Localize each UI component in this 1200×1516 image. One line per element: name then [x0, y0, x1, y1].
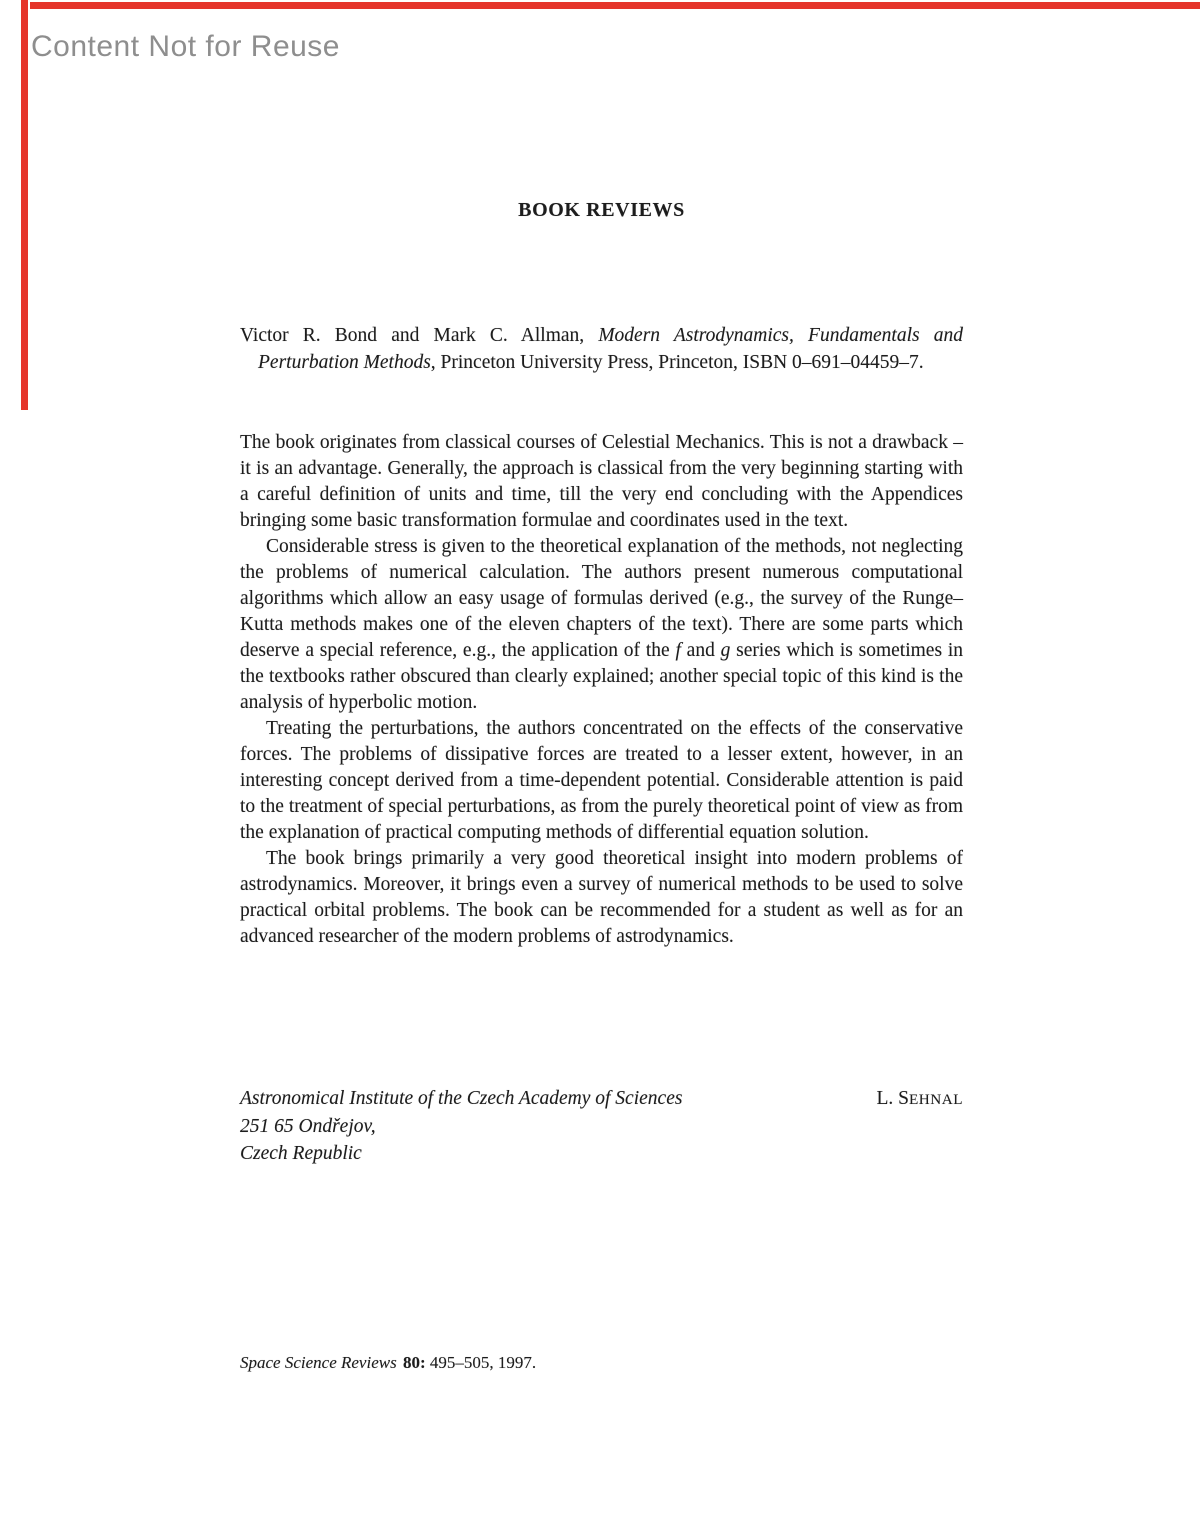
signature-row: [240, 1085, 963, 1113]
address-line-2: Czech Republic: [240, 1143, 362, 1164]
f-series-symbol: f: [675, 640, 681, 661]
paragraph-1: The book originates from classical courses of Celestial Mechanics. This is not a drawback – it is an advantage. Generally, the approach is classical from the very beginning starting with a careful definition of units and time, till the very end concluding with the Appendices bringing some basic transformation formulae and coordinates used in the text.: [240, 432, 963, 531]
citation-authors: Victor R. Bond and Mark C. Allman,: [240, 325, 599, 346]
reviewer-name: [876, 1085, 963, 1113]
citation-publisher: , Princeton University Press, Princeton, ISBN 0–691–04459–7.: [430, 352, 924, 373]
paragraph-4: The book brings primarily a very good theoretical insight into modern problems of astrodynamics. Moreover, it brings even a survey of numerical methods to be used to solve practical orbital problems. The book can be recommended for a student as well as for an advanced researcher of the modern problems of astrodynamics.: [240, 848, 963, 947]
paragraph-2-text-b: and: [680, 640, 721, 661]
journal-name: Space Science Reviews: [240, 1353, 397, 1372]
paragraph-3: Treating the perturbations, the authors concentrated on the effects of the conservative forces. The problems of dissipative forces are treated to a lesser extent, however, in an interesting concept derived from a time-dependent potential. Considerable attention is paid to the treatment of special perturbations, as from the purely theoretical point of view as from the explanation of practical computing methods of differential equation solution.: [240, 718, 963, 843]
page-title: BOOK REVIEWS: [518, 199, 685, 221]
red-border-left: [21, 0, 28, 410]
affiliation: Astronomical Institute of the Czech Academy of Sciences: [240, 1088, 683, 1109]
reviewer-surname: EHNAL: [908, 1091, 963, 1108]
watermark-text: Content Not for Reuse: [31, 30, 340, 63]
reviewer-initial: L. S: [876, 1088, 909, 1109]
address-line-1: 251 65 Ondřejov,: [240, 1116, 376, 1137]
paragraph-2-text-c: series which is sometimes in the textbooks rather obscured than clearly explained; another special topic of this kind is the analysis of hyperbolic motion.: [240, 640, 963, 713]
book-citation: [240, 322, 963, 376]
volume-number: 80:: [402, 1353, 426, 1372]
red-border-top: [30, 2, 1200, 9]
pages-info: 495–505, 1997.: [429, 1353, 537, 1372]
paragraph-2: [240, 534, 963, 716]
journal-footer: [240, 1352, 963, 1374]
paragraph-2-text-a: Considerable stress is given to the theoretical explanation of the methods, not neglecting the problems of numerical calculation. The authors present numerous computational algorithms which allow an easy usage of formulas derived (e.g., the survey of the Runge–Kutta methods makes one of the eleven chapters of the text). There are some parts which deserve a special reference, e.g., the application of the: [240, 536, 963, 661]
g-series-symbol: g: [720, 640, 731, 661]
citation-book-title: Modern Astrodynamics, Fundamentals and Perturbation Methods: [258, 325, 963, 373]
review-body: [240, 430, 963, 950]
signature-block: [240, 1085, 963, 1167]
